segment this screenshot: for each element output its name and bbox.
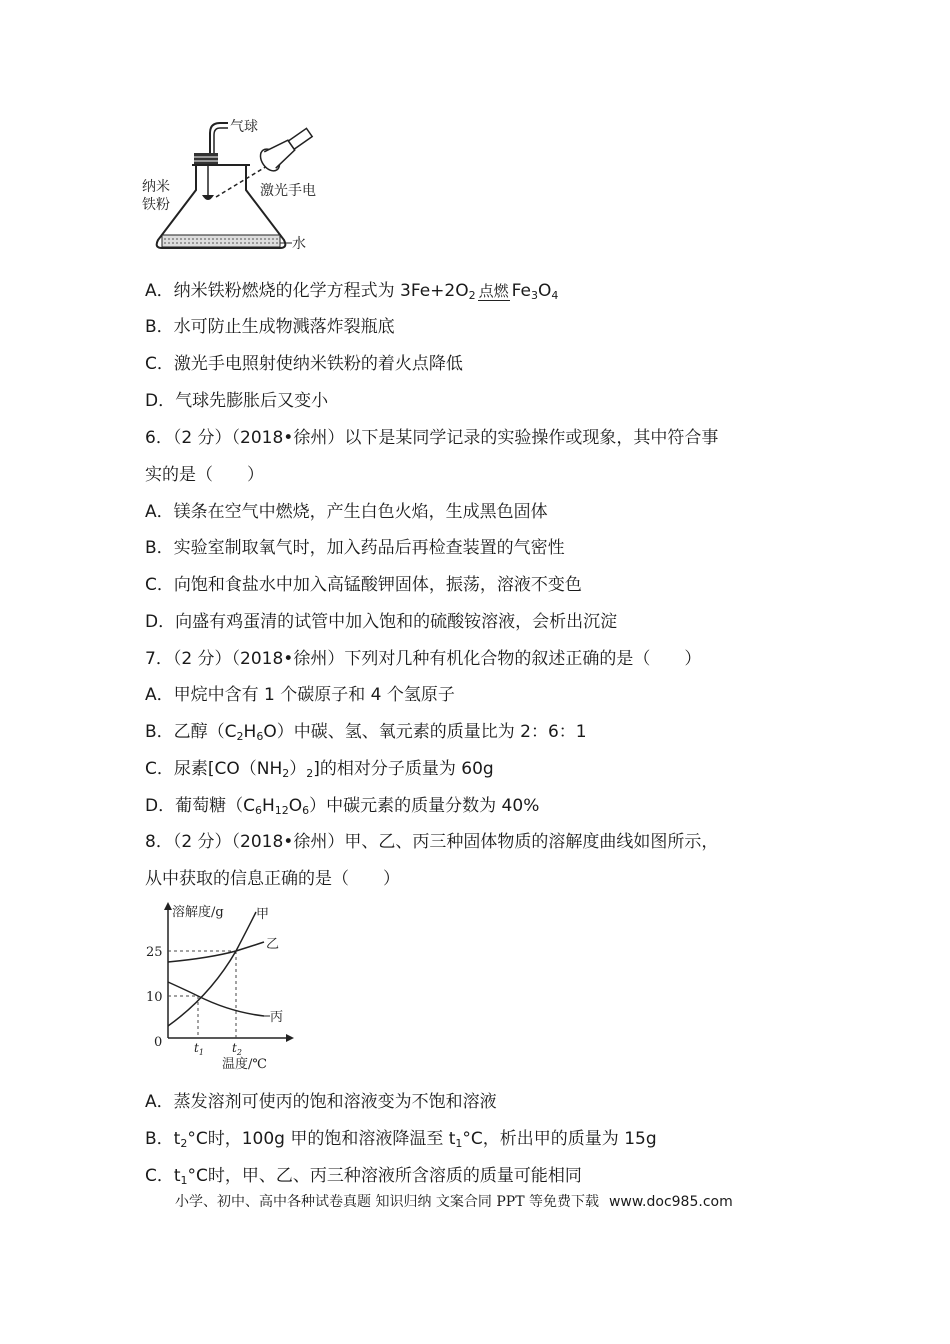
q5-option-d: D．气球先膨胀后又变小: [145, 391, 329, 411]
label-powder-2: 铁粉: [142, 197, 170, 213]
y-tick-10: 10: [146, 990, 163, 1005]
curve-yi: [168, 942, 264, 962]
laser-flashlight: [257, 123, 317, 175]
q8-option-c: C．$t_1^\circ C$时，甲、乙、丙三种溶液所含溶质的质量可能相同: [145, 1166, 582, 1187]
q7-option-a: A．甲烷中含有 1 个碳原子和 4 个氢原子: [145, 685, 455, 705]
q8-stem-line-2: 从中获取的信息正确的是（ ）: [145, 869, 400, 889]
x-tick-t2: $t_2$: [232, 1041, 242, 1057]
y-axis-label: 溶解度/g: [172, 905, 224, 920]
y-tick-0: 0: [154, 1035, 163, 1050]
y-tick-25: 25: [146, 945, 163, 960]
q5-option-c: C．激光手电照射使纳米铁粉的着火点降低: [145, 354, 463, 374]
q7-stem: 7．（2 分）（2018•徐州）下列对几种有机化合物的叙述正确的是（ ）: [145, 649, 702, 669]
q6-option-a: A．镁条在空气中燃烧，产生白色火焰，生成黑色固体: [145, 502, 548, 522]
q7-option-d: D．葡萄糖$(C_6H_{12}O_6)$中碳元素的质量分数为 40%: [145, 796, 540, 817]
series-label-yi: 乙: [266, 937, 280, 952]
q5-option-b: B．水可防止生成物溅落炸裂瓶底: [145, 317, 395, 337]
footer-text: 小学、初中、高中各种试卷真题 知识归纳 文案合同 PPT 等免费下载: [175, 1194, 599, 1210]
reaction-condition: 点燃: [478, 282, 509, 300]
x-axis-label: 温度/℃: [222, 1057, 267, 1070]
curve-bing: [168, 982, 264, 1016]
q6-stem-line-2: 实的是（ ）: [145, 465, 264, 485]
water-layer: [162, 235, 280, 247]
q7-option-b: B．乙醇$(C_2H_6O)$中碳、氢、氧元素的质量比为 2：6：1: [145, 722, 587, 743]
series-label-bing: 丙: [270, 1010, 284, 1025]
series-label-jia: 甲: [256, 907, 270, 922]
q8-option-a: A．蒸发溶剂可使丙的饱和溶液变为不饱和溶液: [145, 1092, 497, 1112]
x-tick-t1: $t_1$: [194, 1041, 204, 1057]
flask-stopper: [194, 153, 218, 165]
q6-option-b: B．实验室制取氧气时，加入药品后再检查装置的气密性: [145, 538, 565, 558]
label-powder-1: 纳米: [142, 179, 170, 195]
q8-stem-line-1: 8．（2 分）（2018•徐州）甲、乙、丙三种固体物质的溶解度曲线如图所示，: [145, 832, 719, 852]
label-flashlight: 激光手电: [260, 183, 316, 199]
q8-option-b: B．$t_2^\circ C$时，100g 甲的饱和溶液降温至 $t_1^\circ C$，析出甲的质量为 15g: [145, 1129, 657, 1150]
label-water: 水: [292, 236, 306, 252]
q6-stem-line-1: 6．（2 分）（2018•徐州）以下是某同学记录的实验操作或现象，其中符合事: [145, 428, 719, 448]
footer-url[interactable]: www.doc985.com: [608, 1194, 733, 1210]
label-balloon: 气球: [230, 119, 258, 135]
solubility-curve-chart: [140, 900, 300, 1070]
q7-option-c: C．尿素$[CO(NH_2)_2]$的相对分子质量为 60g: [145, 759, 494, 780]
page-footer: [175, 1191, 733, 1211]
iron-powder-spoon: [202, 195, 214, 200]
q5-option-a: A．纳米铁粉燃烧的化学方程式为 $3Fe+2O_2$ 点燃 $Fe_3O_4$: [145, 281, 559, 302]
flask-apparatus-figure: [140, 115, 340, 260]
curve-jia: [168, 912, 256, 1026]
q6-option-d: D．向盛有鸡蛋清的试管中加入饱和的硫酸铵溶液，会析出沉淀: [145, 612, 618, 632]
q6-option-c: C．向饱和食盐水中加入高锰酸钾固体，振荡，溶液不变色: [145, 575, 582, 595]
